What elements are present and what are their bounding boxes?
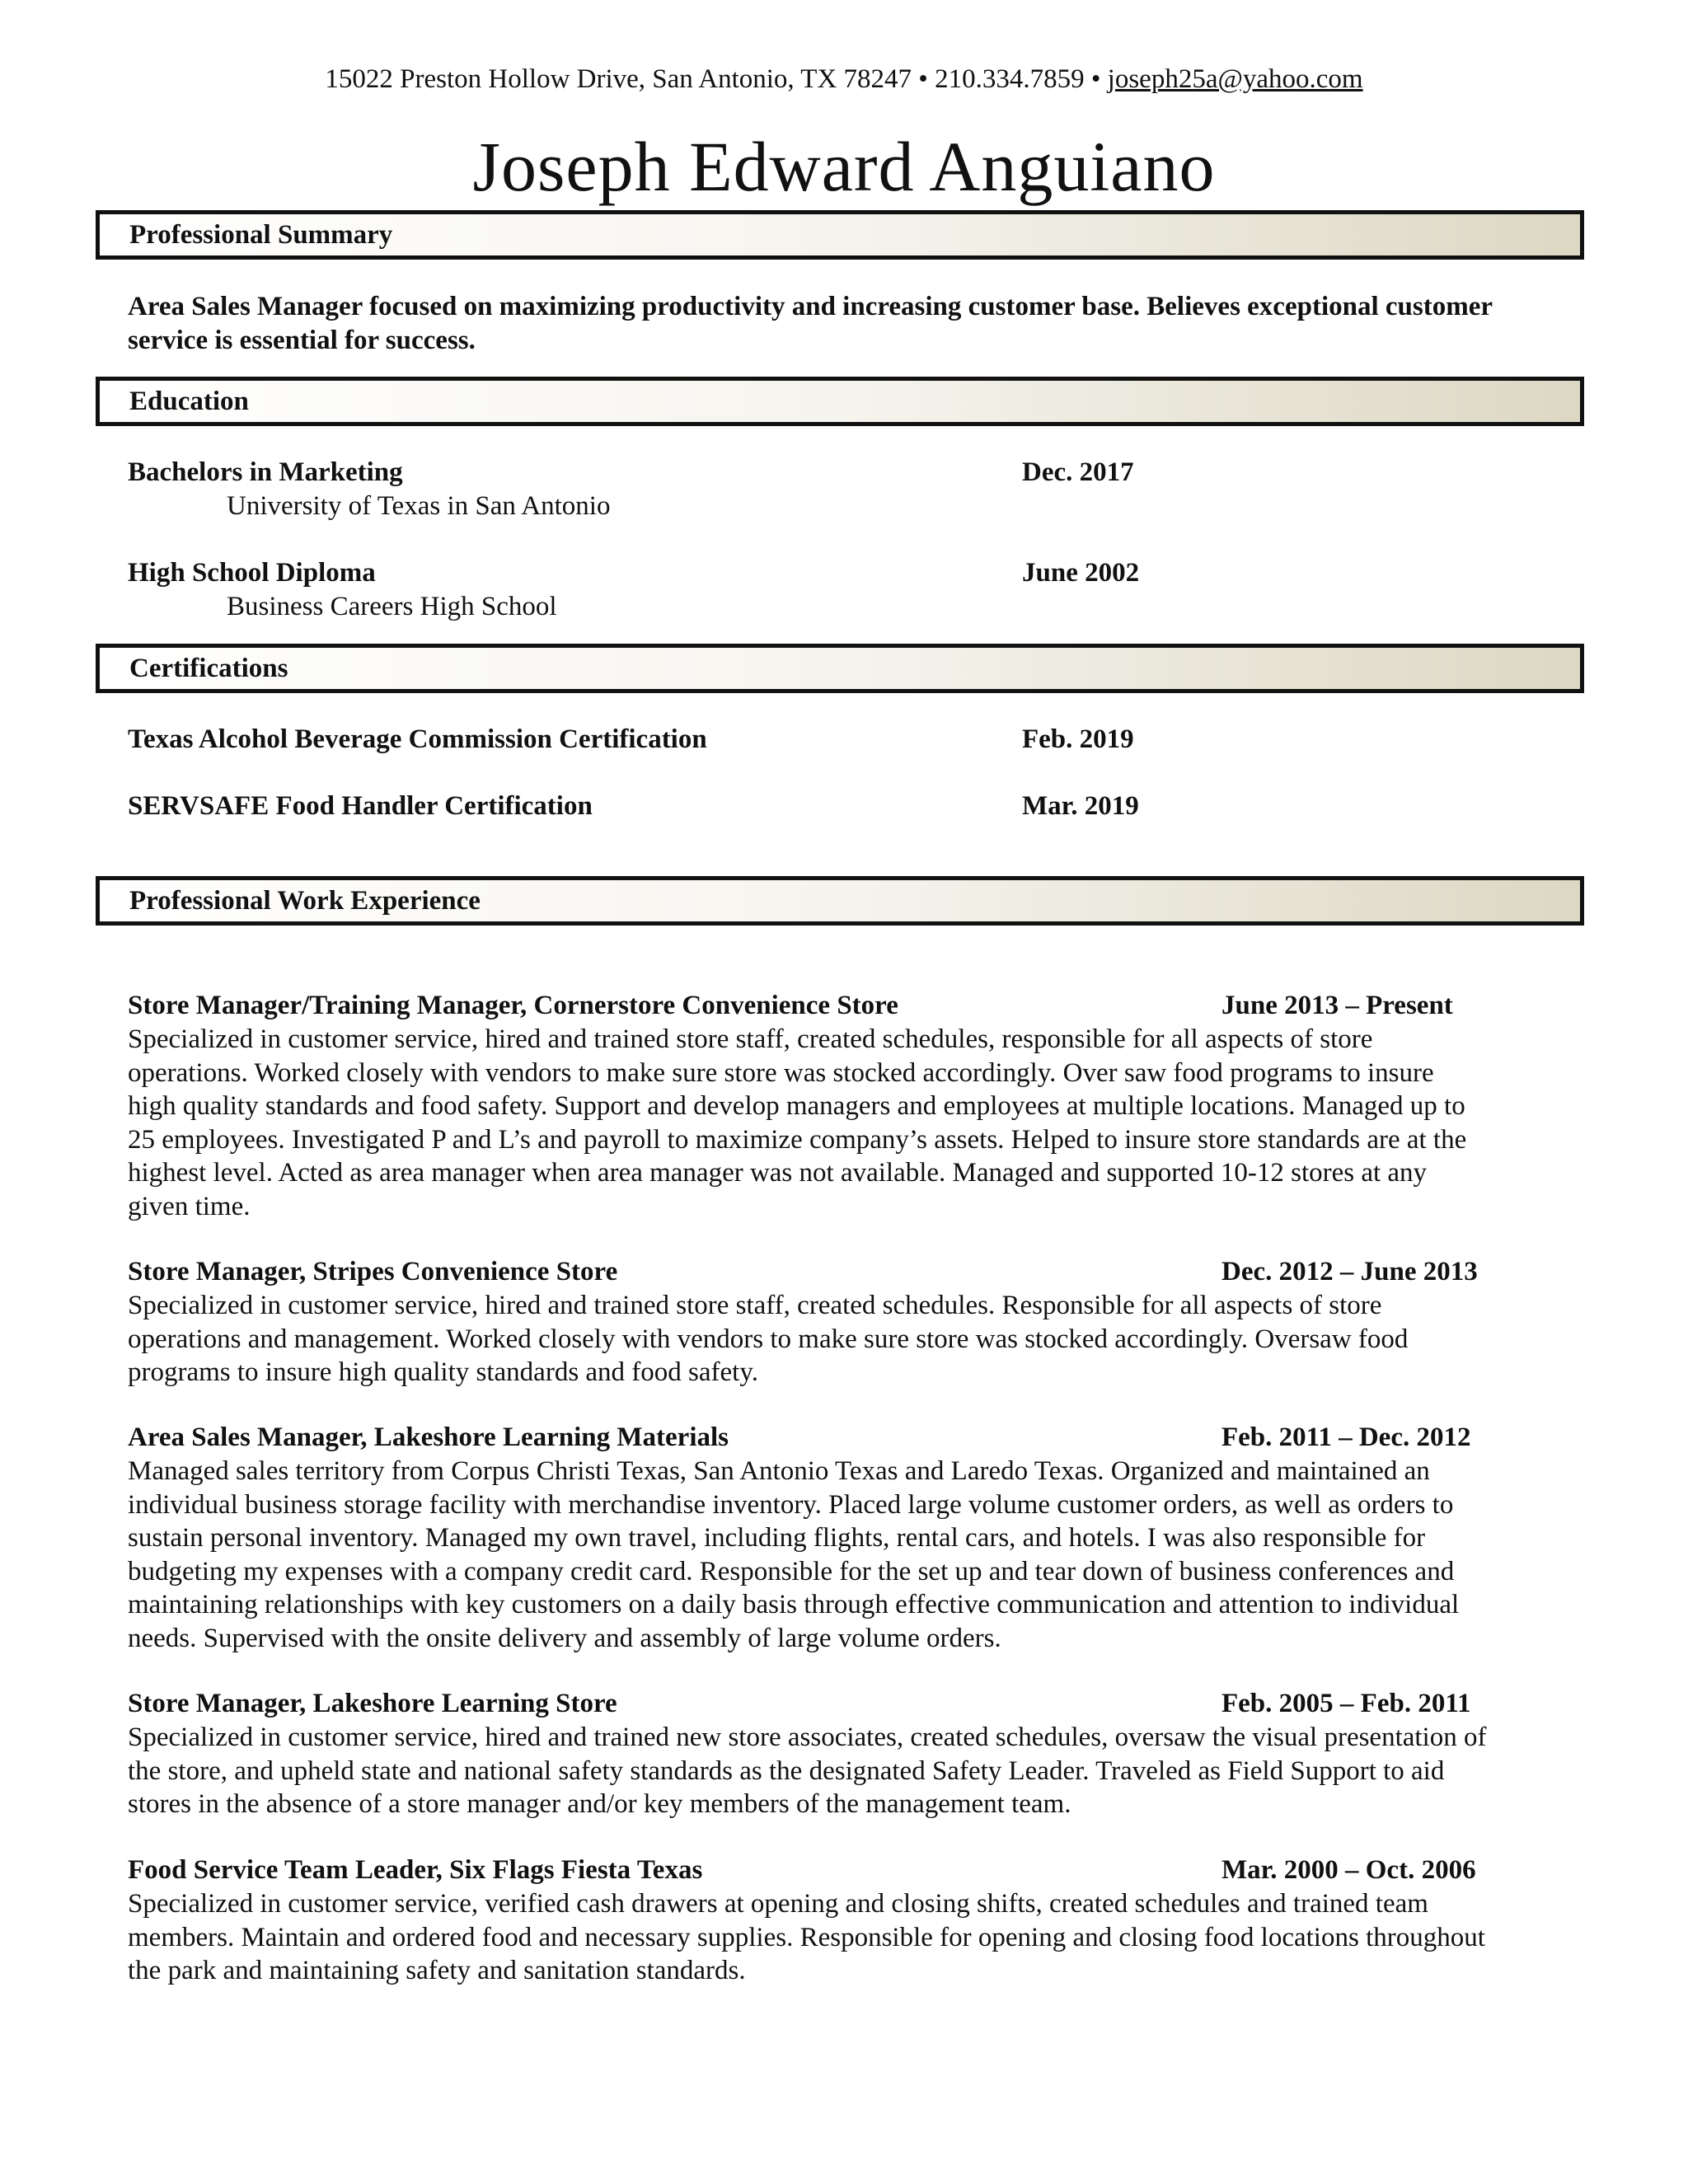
certification-name: Texas Alcohol Beverage Commission Certification [128, 724, 707, 754]
job-dates: Feb. 2005 – Feb. 2011 [1221, 1689, 1471, 1718]
job-description-line: highest level. Acted as area manager when area manager was not available. Managed and supported 10-12 stores at any [128, 1158, 1428, 1188]
job-dates: Dec. 2012 – June 2013 [1221, 1257, 1478, 1286]
job-description [128, 1887, 1587, 1988]
job-description [128, 1721, 1587, 1821]
job-description-line: stores in the absence of a store manager and/or key members of the management team. [128, 1789, 1071, 1819]
contact-address: 15022 Preston Hollow Drive, San Antonio, TX 78247 • 210.334.7859 • [325, 64, 1108, 94]
job-description [128, 1289, 1587, 1390]
job-description-line: Specialized in customer service, hired and trained new store associates, created schedules, oversaw the visual presentation of [128, 1722, 1487, 1752]
education-date: Dec. 2017 [1022, 457, 1134, 487]
job-dates: Mar. 2000 – Oct. 2006 [1221, 1855, 1476, 1885]
job-description-line: Specialized in customer service, hired and trained store staff, created schedules, responsible for all aspects of store [128, 1024, 1373, 1054]
job-description [128, 1023, 1587, 1223]
job-description-line: given time. [128, 1191, 251, 1221]
contact-email-link[interactable]: joseph25a@yahoo.com [1107, 64, 1363, 94]
section-bar-summary [96, 210, 1584, 260]
job-title: Store Manager, Stripes Convenience Store [128, 1257, 618, 1286]
job-description-line: members. Maintain and ordered food and necessary supplies. Responsible for opening and closing food locations throughout [128, 1922, 1485, 1952]
job-description-line: operations and management. Worked closely with vendors to make sure store was stocked accordingly. Oversaw food [128, 1324, 1409, 1354]
job-dates: Feb. 2011 – Dec. 2012 [1221, 1422, 1471, 1452]
job-description-line: 25 employees. Investigated P and L’s and payroll to maximize company’s assets. Helped to insure store standards are at the [128, 1124, 1467, 1155]
job-description-line: Specialized in customer service, hired and trained store staff, created schedules. Responsible for all aspects of store [128, 1291, 1382, 1320]
education-school: University of Texas in San Antonio [227, 491, 611, 521]
job-description-line: the park and maintaining safety and sanitation standards. [128, 1956, 746, 1985]
job-description-line: individual business storage facility with merchandise inventory. Placed large volume customer orders, as well as orders to [128, 1489, 1454, 1520]
candidate-name: Joseph Edward Anguiano [472, 127, 1216, 206]
section-title-experience: Professional Work Experience [129, 886, 481, 916]
job-title: Food Service Team Leader, Six Flags Fiesta Texas [128, 1855, 703, 1885]
job-description-line: Managed sales territory from Corpus Christi Texas, San Antonio Texas and Laredo Texas. Organized and maintained an [128, 1456, 1430, 1486]
job-description-line: sustain personal inventory. Managed my own travel, including flights, rental cars, and hotels. I was also responsible for [128, 1523, 1426, 1553]
section-title-education: Education [129, 387, 249, 416]
education-date: June 2002 [1022, 558, 1140, 588]
summary-text: Area Sales Manager focused on maximizing productivity and increasing customer base. Believes exceptional customer service is essential for success. [128, 292, 1493, 355]
certification-name: SERVSAFE Food Handler Certification [128, 791, 593, 821]
job-description-line: programs to insure high quality standards and food safety. [128, 1357, 758, 1387]
section-bar-experience [96, 876, 1584, 926]
job-description-line: needs. Supervised with the onsite delivery and assembly of large volume orders. [128, 1623, 1001, 1653]
section-title-summary: Professional Summary [129, 220, 393, 250]
job-description-line: maintaining relationships with key customers on a daily basis through effective communication and attention to individual [128, 1590, 1460, 1619]
job-description-line: budgeting my expenses with a company credit card. Responsible for the set up and tear down of business conferences and [128, 1556, 1455, 1586]
job-description-line: the store, and upheld state and national safety standards as the designated Safety Leader. Traveled as Field Support to aid [128, 1755, 1445, 1786]
education-degree: High School Diploma [128, 558, 376, 588]
certification-date: Feb. 2019 [1022, 724, 1134, 754]
contact-line [0, 59, 1688, 99]
job-dates: June 2013 – Present [1221, 991, 1453, 1020]
education-school: Business Careers High School [227, 592, 557, 621]
section-title-certifications: Certifications [129, 654, 288, 683]
section-bar-education [96, 377, 1584, 426]
job-description-line: Specialized in customer service, verified cash drawers at opening and closing shifts, created schedules and trained team [128, 1889, 1428, 1919]
certification-date: Mar. 2019 [1022, 791, 1139, 821]
job-title: Store Manager, Lakeshore Learning Store [128, 1689, 617, 1718]
job-title: Area Sales Manager, Lakeshore Learning Materials [128, 1422, 729, 1452]
job-description-line: high quality standards and food safety. Support and develop managers and employees at multiple locations. Managed up to [128, 1091, 1465, 1121]
job-title: Store Manager/Training Manager, Cornerstore Convenience Store [128, 991, 898, 1020]
job-description [128, 1455, 1587, 1655]
job-description-line: operations. Worked closely with vendors to make sure store was stocked accordingly. Over saw food programs to insure [128, 1057, 1434, 1088]
section-bar-certifications [96, 644, 1584, 693]
education-degree: Bachelors in Marketing [128, 457, 403, 487]
